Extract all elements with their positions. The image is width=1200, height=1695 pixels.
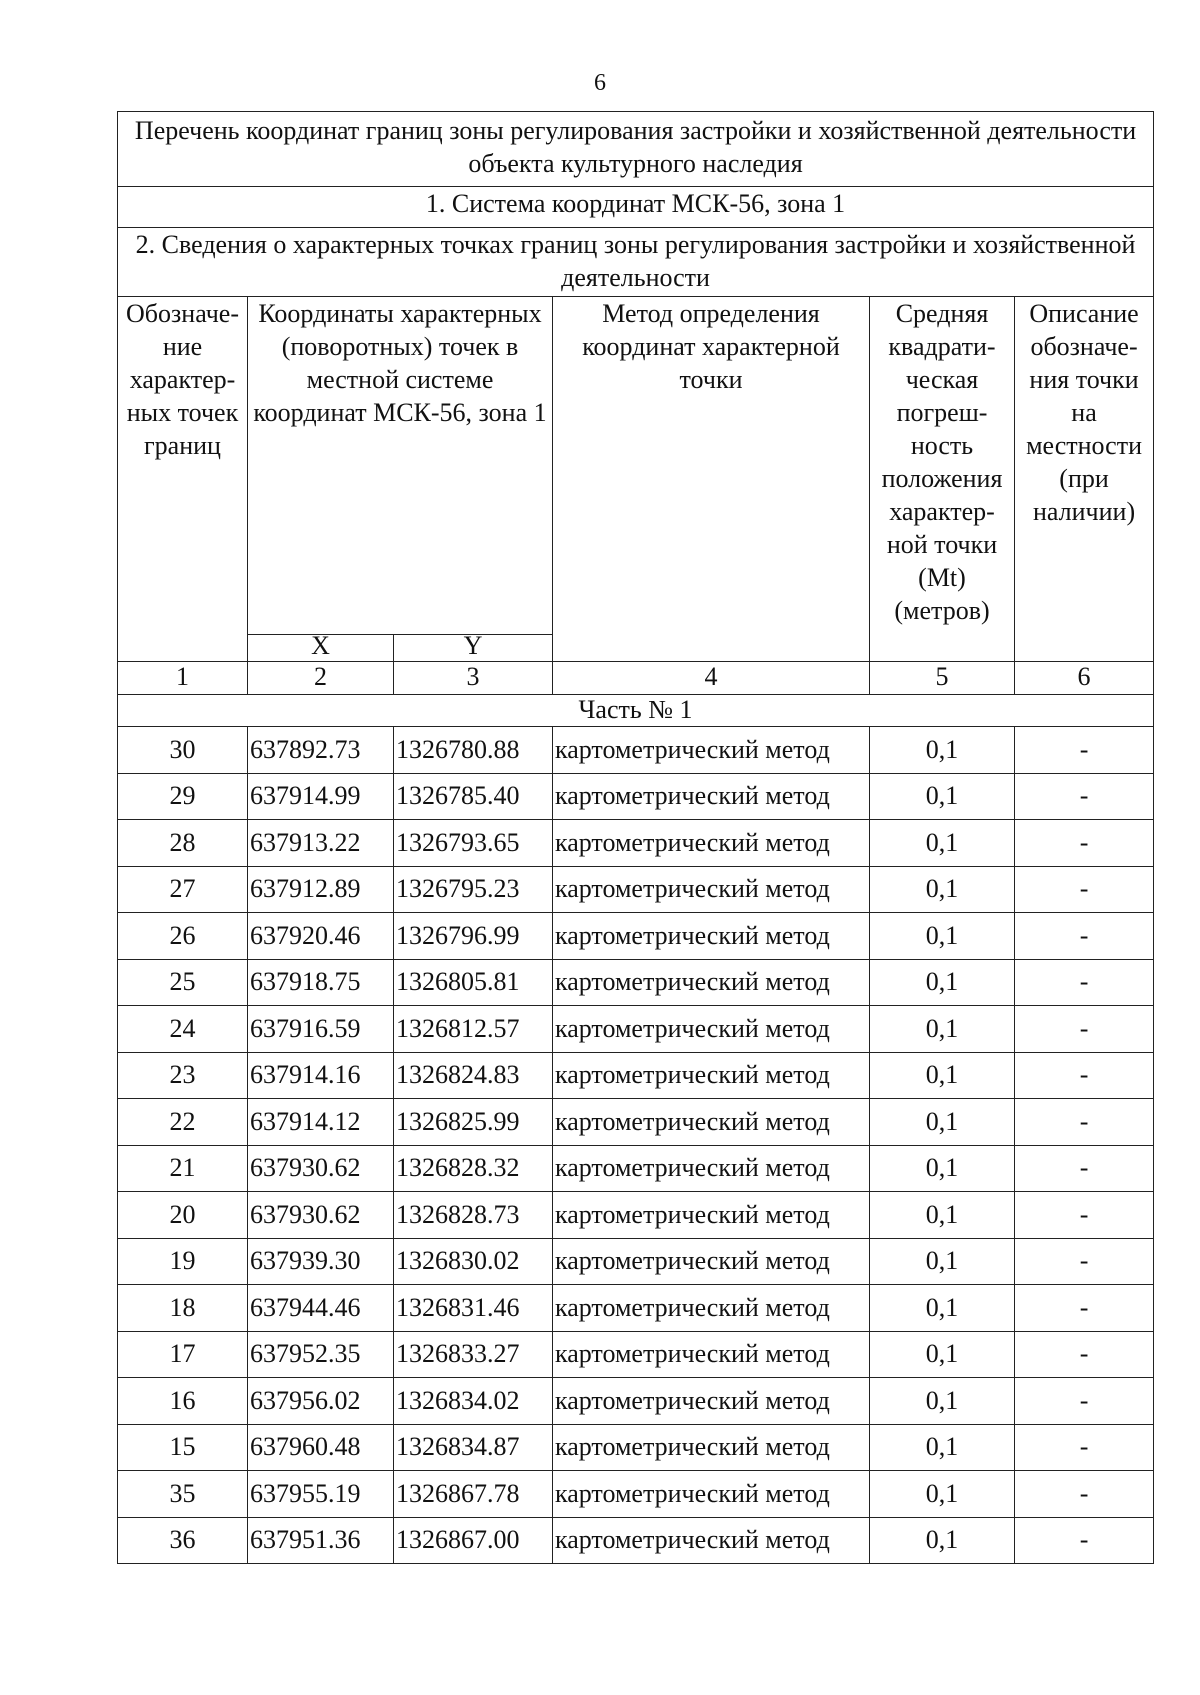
x-coordinate-cell: 637956.02 (248, 1378, 394, 1425)
method-cell: картометрический метод (553, 1052, 870, 1099)
mt-cell: 0,1 (870, 1285, 1015, 1332)
description-cell: - (1015, 1331, 1154, 1378)
mt-cell: 0,1 (870, 913, 1015, 960)
point-cell: 17 (118, 1331, 248, 1378)
mt-cell: 0,1 (870, 1517, 1015, 1564)
description-cell: - (1015, 820, 1154, 867)
method-cell: картометрический метод (553, 913, 870, 960)
description-cell: - (1015, 1285, 1154, 1332)
description-cell: - (1015, 959, 1154, 1006)
table-row (118, 913, 1154, 960)
mt-cell: 0,1 (870, 959, 1015, 1006)
table-row (118, 1052, 1154, 1099)
method-cell: картометрический метод (553, 1378, 870, 1425)
x-coordinate-cell: 637892.73 (248, 727, 394, 774)
header-description: Описание обозначе-ния точки на местности (при наличии) (1015, 297, 1154, 635)
description-cell: - (1015, 1238, 1154, 1285)
mt-cell: 0,1 (870, 1331, 1015, 1378)
y-coordinate-cell: 1326793.65 (394, 820, 553, 867)
description-cell: - (1015, 1424, 1154, 1471)
y-coordinate-cell: 1326795.23 (394, 866, 553, 913)
y-coordinate-cell: 1326828.73 (394, 1192, 553, 1239)
mt-cell: 0,1 (870, 1378, 1015, 1425)
method-cell: картометрический метод (553, 1424, 870, 1471)
description-cell: - (1015, 1099, 1154, 1146)
point-cell: 22 (118, 1099, 248, 1146)
point-cell: 35 (118, 1471, 248, 1518)
x-coordinate-cell: 637952.35 (248, 1331, 394, 1378)
x-coordinate-cell: 637930.62 (248, 1145, 394, 1192)
table-row (118, 727, 1154, 774)
table-row (118, 959, 1154, 1006)
table-row (118, 1517, 1154, 1564)
method-cell: картометрический метод (553, 1145, 870, 1192)
point-cell: 18 (118, 1285, 248, 1332)
point-cell: 21 (118, 1145, 248, 1192)
y-coordinate-cell: 1326780.88 (394, 727, 553, 774)
header-error: Средняя квадрати-ческая погреш-ность положения характер-ной точки (Mt) (метров) (870, 297, 1015, 635)
method-cell: картометрический метод (553, 773, 870, 820)
table-row (118, 1424, 1154, 1471)
point-cell: 28 (118, 820, 248, 867)
point-cell: 27 (118, 866, 248, 913)
coordinate-system: 1. Система координат МСК-56, зона 1 (118, 187, 1154, 228)
mt-cell: 0,1 (870, 1099, 1015, 1146)
point-cell: 30 (118, 727, 248, 774)
mt-cell: 0,1 (870, 727, 1015, 774)
table-row (118, 1285, 1154, 1332)
x-coordinate-cell: 637930.62 (248, 1192, 394, 1239)
mt-cell: 0,1 (870, 1192, 1015, 1239)
table-row (118, 773, 1154, 820)
column-number: 3 (394, 662, 553, 695)
point-cell: 24 (118, 1006, 248, 1053)
details-heading: 2. Сведения о характерных точках границ зоны регулирования застройки и хозяйственной деятельности (118, 228, 1154, 297)
y-coordinate-cell: 1326796.99 (394, 913, 553, 960)
part-label: Часть № 1 (118, 695, 1154, 727)
column-number: 5 (870, 662, 1015, 695)
description-cell: - (1015, 773, 1154, 820)
point-cell: 26 (118, 913, 248, 960)
x-coordinate-cell: 637939.30 (248, 1238, 394, 1285)
mt-cell: 0,1 (870, 820, 1015, 867)
header-description-blank (1015, 635, 1154, 662)
mt-cell: 0,1 (870, 866, 1015, 913)
x-coordinate-cell: 637912.89 (248, 866, 394, 913)
description-cell: - (1015, 1145, 1154, 1192)
method-cell: картометрический метод (553, 866, 870, 913)
point-cell: 15 (118, 1424, 248, 1471)
header-error-blank (870, 635, 1015, 662)
y-coordinate-cell: 1326833.27 (394, 1331, 553, 1378)
column-number: 6 (1015, 662, 1154, 695)
method-cell: картометрический метод (553, 1099, 870, 1146)
y-coordinate-cell: 1326824.83 (394, 1052, 553, 1099)
mt-cell: 0,1 (870, 1006, 1015, 1053)
method-cell: картометрический метод (553, 727, 870, 774)
method-cell: картометрический метод (553, 1285, 870, 1332)
description-cell: - (1015, 913, 1154, 960)
mt-cell: 0,1 (870, 1424, 1015, 1471)
column-number: 4 (553, 662, 870, 695)
x-coordinate-cell: 637913.22 (248, 820, 394, 867)
description-cell: - (1015, 1517, 1154, 1564)
method-cell: картометрический метод (553, 1006, 870, 1053)
page-number: 6 (594, 70, 606, 96)
y-coordinate-cell: 1326834.87 (394, 1424, 553, 1471)
header-x: X (248, 635, 394, 662)
method-cell: картометрический метод (553, 1471, 870, 1518)
coordinates-table (117, 111, 1154, 1564)
x-coordinate-cell: 637955.19 (248, 1471, 394, 1518)
x-coordinate-cell: 637914.99 (248, 773, 394, 820)
x-coordinate-cell: 637960.48 (248, 1424, 394, 1471)
header-method-blank (553, 635, 870, 662)
column-number: 2 (248, 662, 394, 695)
table-row (118, 1471, 1154, 1518)
table-row (118, 1145, 1154, 1192)
y-coordinate-cell: 1326785.40 (394, 773, 553, 820)
header-y: Y (394, 635, 553, 662)
y-coordinate-cell: 1326867.78 (394, 1471, 553, 1518)
x-coordinate-cell: 637920.46 (248, 913, 394, 960)
x-coordinate-cell: 637951.36 (248, 1517, 394, 1564)
x-coordinate-cell: 637918.75 (248, 959, 394, 1006)
table-row (118, 1331, 1154, 1378)
method-cell: картометрический метод (553, 959, 870, 1006)
x-coordinate-cell: 637914.12 (248, 1099, 394, 1146)
mt-cell: 0,1 (870, 1471, 1015, 1518)
table-row (118, 1378, 1154, 1425)
table-title: Перечень координат границ зоны регулирования застройки и хозяйственной деятельности объекта культурного наследия (118, 112, 1154, 187)
y-coordinate-cell: 1326805.81 (394, 959, 553, 1006)
point-cell: 36 (118, 1517, 248, 1564)
description-cell: - (1015, 1052, 1154, 1099)
mt-cell: 0,1 (870, 1052, 1015, 1099)
mt-cell: 0,1 (870, 1238, 1015, 1285)
y-coordinate-cell: 1326830.02 (394, 1238, 553, 1285)
description-cell: - (1015, 1378, 1154, 1425)
table-row (118, 1192, 1154, 1239)
table-row (118, 1006, 1154, 1053)
description-cell: - (1015, 1192, 1154, 1239)
column-number: 1 (118, 662, 248, 695)
table-row (118, 1099, 1154, 1146)
method-cell: картометрический метод (553, 1238, 870, 1285)
y-coordinate-cell: 1326834.02 (394, 1378, 553, 1425)
description-cell: - (1015, 866, 1154, 913)
table-row (118, 820, 1154, 867)
point-cell: 25 (118, 959, 248, 1006)
x-coordinate-cell: 637916.59 (248, 1006, 394, 1053)
mt-cell: 0,1 (870, 773, 1015, 820)
method-cell: картометрический метод (553, 1517, 870, 1564)
method-cell: картометрический метод (553, 820, 870, 867)
method-cell: картометрический метод (553, 1192, 870, 1239)
point-cell: 20 (118, 1192, 248, 1239)
mt-cell: 0,1 (870, 1145, 1015, 1192)
x-coordinate-cell: 637914.16 (248, 1052, 394, 1099)
x-coordinate-cell: 637944.46 (248, 1285, 394, 1332)
header-method: Метод определения координат характерной точки (553, 297, 870, 635)
y-coordinate-cell: 1326825.99 (394, 1099, 553, 1146)
header-coordinates: Координаты характерных (поворотных) точек в местной системе координат МСК-56, зона 1 (248, 297, 553, 635)
y-coordinate-cell: 1326828.32 (394, 1145, 553, 1192)
y-coordinate-cell: 1326831.46 (394, 1285, 553, 1332)
description-cell: - (1015, 1471, 1154, 1518)
y-coordinate-cell: 1326812.57 (394, 1006, 553, 1053)
table-row (118, 866, 1154, 913)
point-cell: 29 (118, 773, 248, 820)
point-cell: 23 (118, 1052, 248, 1099)
y-coordinate-cell: 1326867.00 (394, 1517, 553, 1564)
header-designation: Обозначе-ние характер-ных точек границ (118, 297, 248, 662)
description-cell: - (1015, 1006, 1154, 1053)
method-cell: картометрический метод (553, 1331, 870, 1378)
point-cell: 16 (118, 1378, 248, 1425)
table-row (118, 1238, 1154, 1285)
description-cell: - (1015, 727, 1154, 774)
point-cell: 19 (118, 1238, 248, 1285)
